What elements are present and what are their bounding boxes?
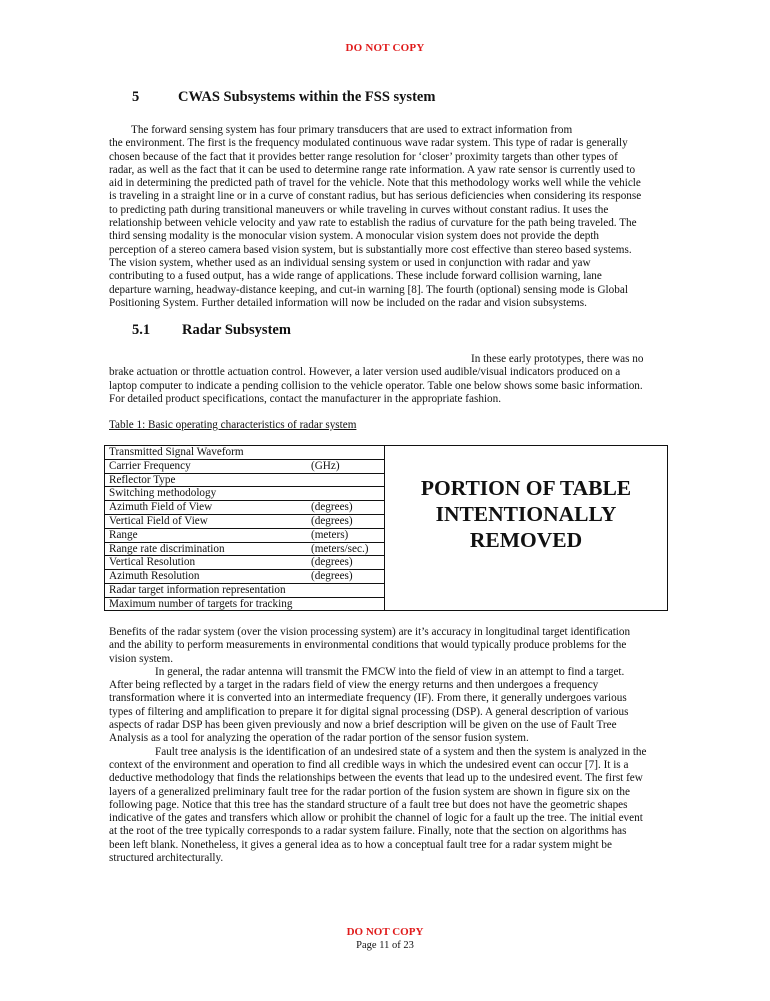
page-number: Page 11 of 23	[356, 940, 414, 951]
text-line: deductive methodology that finds the relationships between the events that lead up to the undesired event. The first few	[109, 772, 643, 785]
table-row	[105, 487, 385, 501]
text-line: chosen because of the fact that it provides better range resolution for ‘closer’ proximity targets than other types of	[109, 150, 618, 163]
table-removed-notice	[385, 446, 667, 574]
section-title: Radar Subsystem	[182, 322, 291, 338]
section-5-1-heading	[132, 322, 291, 339]
table-row	[105, 501, 385, 515]
text-line: the environment. The first is the frequency modulated continuous wave radar system. This type of radar is generally	[109, 137, 628, 150]
row-unit: (degrees)	[311, 556, 353, 569]
table-row	[105, 446, 385, 460]
do-not-copy-footer: DO NOT COPY	[346, 926, 424, 938]
row-unit: (GHz)	[311, 459, 340, 472]
row-label: Carrier Frequency	[109, 459, 191, 472]
text-line: is traveling in a straight line or in a curve of constant radius, but has serious deficiencies when considering its response	[109, 190, 642, 203]
table-row	[105, 543, 385, 557]
table-row	[105, 598, 385, 612]
section-5-heading	[132, 89, 435, 106]
text-line: In these early prototypes, there was no	[471, 353, 644, 365]
text-line: After being reflected by a target in the radars field of view the energy returns and then undergoes a frequency	[109, 679, 599, 692]
table-label-column	[105, 446, 385, 610]
notice-line: INTENTIONALLY	[435, 502, 617, 526]
text-line: aspects of radar DSP has been given previously and now a brief description will be given on the use of Fault Tree	[109, 719, 617, 732]
table-row	[105, 474, 385, 488]
text-line: relationship between vehicle velocity and yaw rate to establish the radius of curvature for the path being traveled. The	[109, 217, 637, 230]
text-line: at the root of the tree typically corresponds to a radar system failure. Finally, note that the section on algorithms has	[109, 825, 627, 838]
row-unit: (degrees)	[311, 570, 353, 583]
table-row	[105, 556, 385, 570]
text-line: types of filtering and amplification to prepare it for digital signal processing (DSP). A general description of various	[109, 705, 629, 718]
text-line: context of the environment and operation to find all credible ways in which the undesired event can occur [7]. It is a	[109, 758, 629, 771]
section-5-paragraph	[109, 124, 661, 310]
body-after-table	[109, 626, 661, 865]
table-row	[105, 460, 385, 474]
row-label: Vertical Resolution	[109, 556, 196, 569]
notice-line: PORTION OF TABLE	[420, 476, 632, 500]
text-line: and the ability to perform measurements in environmental conditions that would typically produce problems for the	[109, 639, 627, 652]
text-line: following page. Notice that this tree has the standard structure of a fault tree but does not have the geometric shapes	[109, 798, 628, 811]
text-line: vision system.	[109, 652, 174, 665]
text-line: departure warning, headway-distance keeping, and cut-in warning [8]. The fourth (optional) sensing mode is Global	[109, 283, 628, 296]
row-label: Azimuth Resolution	[109, 570, 200, 583]
row-label: Azimuth Field of View	[109, 501, 213, 514]
text-line: layers of a generalized preliminary fault tree for the radar portion of the fusion system are shown in figure six on the	[109, 785, 630, 798]
row-label: Reflector Type	[109, 473, 176, 486]
table-caption: Table 1: Basic operating characteristics of radar system	[109, 419, 357, 431]
text-line: structured architecturally.	[109, 852, 224, 865]
table-row	[105, 515, 385, 529]
table-row	[105, 584, 385, 598]
row-label: Transmitted Signal Waveform	[109, 446, 244, 458]
text-line: Fault tree analysis is the identification of an undesired state of a system and then the system is analyzed in the	[155, 745, 647, 758]
row-label: Range rate discrimination	[109, 542, 225, 555]
text-line: perception of a stereo camera based vision system, but is substantially more cost effective than stereo based systems.	[109, 243, 632, 256]
text-line: laptop computer to indicate a pending collision to the vehicle operator. Table one below shows some basic information.	[109, 379, 643, 392]
text-line: contributing to a fused output, has a wide range of applications. These include forward collision warning, lane	[109, 270, 602, 283]
row-unit: (meters)	[311, 528, 349, 541]
row-label: Range	[109, 528, 138, 541]
row-label: Switching methodology	[109, 487, 217, 500]
row-unit: (degrees)	[311, 515, 353, 527]
section-number: 5.1	[132, 322, 151, 338]
section-number: 5	[132, 89, 140, 105]
text-line: The forward sensing system has four primary transducers that are used to extract information from	[131, 124, 573, 136]
text-line: aid in determining the predicted path of travel for the vehicle. Note that this methodology works well while the vehicle	[109, 177, 641, 190]
section-5-1-paragraph	[109, 353, 661, 406]
row-unit: (degrees)	[311, 501, 353, 514]
do-not-copy-header: DO NOT COPY	[345, 42, 425, 54]
text-line: transformation where it is converted into an intermediate frequency (IF). From there, it generally undergoes various	[109, 692, 627, 705]
text-line: to predicting path during transitional maneuvers or while traveling in curves without constant radius. It uses the	[109, 203, 609, 216]
section-title: CWAS Subsystems within the FSS system	[178, 89, 436, 105]
text-line: Benefits of the radar system (over the vision processing system) are it’s accuracy in longitudinal target identification	[109, 626, 631, 638]
text-line: In general, the radar antenna will transmit the FMCW into the field of view in an attempt to find a target.	[155, 665, 625, 678]
table-row	[105, 529, 385, 543]
text-line: been left blank. Nonetheless, it gives a general idea as to how a conceptual fault tree for a radar system might be	[109, 838, 612, 851]
text-line: radar, as well as the fact that it can be used to determine range rate information. A yaw rate sensor is currently used to	[109, 163, 636, 176]
row-unit: (meters/sec.)	[311, 542, 369, 555]
row-label: Radar target information representation	[109, 584, 286, 596]
radar-characteristics-table	[104, 445, 668, 611]
text-line: third sensing modality is the monocular vision system. A monocular vision system does not provide the depth	[109, 230, 600, 243]
text-line: For detailed product specifications, contact the manufacturer in the appropriate fashion.	[109, 392, 502, 405]
text-line: The vision system, whether used as an individual sensing system or used in conjunction with radar and yaw	[109, 256, 591, 269]
notice-line: REMOVED	[469, 528, 583, 552]
text-line: Positioning System. Further detailed information will now be included on the radar and vision subsystems.	[109, 296, 587, 309]
text-line: indicative of the gates and transfers which allow or prohibit the channel of logic for a fault up the tree. The initial event	[109, 812, 643, 825]
text-line: Analysis as a tool for analyzing the operation of the radar portion of the sensor fusion system.	[109, 732, 529, 745]
text-line: brake actuation or throttle actuation control. However, a later version used audible/visual indicators produced on a	[109, 366, 621, 379]
table-row	[105, 570, 385, 584]
row-label: Vertical Field of View	[109, 515, 208, 527]
row-label: Maximum number of targets for tracking	[109, 597, 293, 610]
